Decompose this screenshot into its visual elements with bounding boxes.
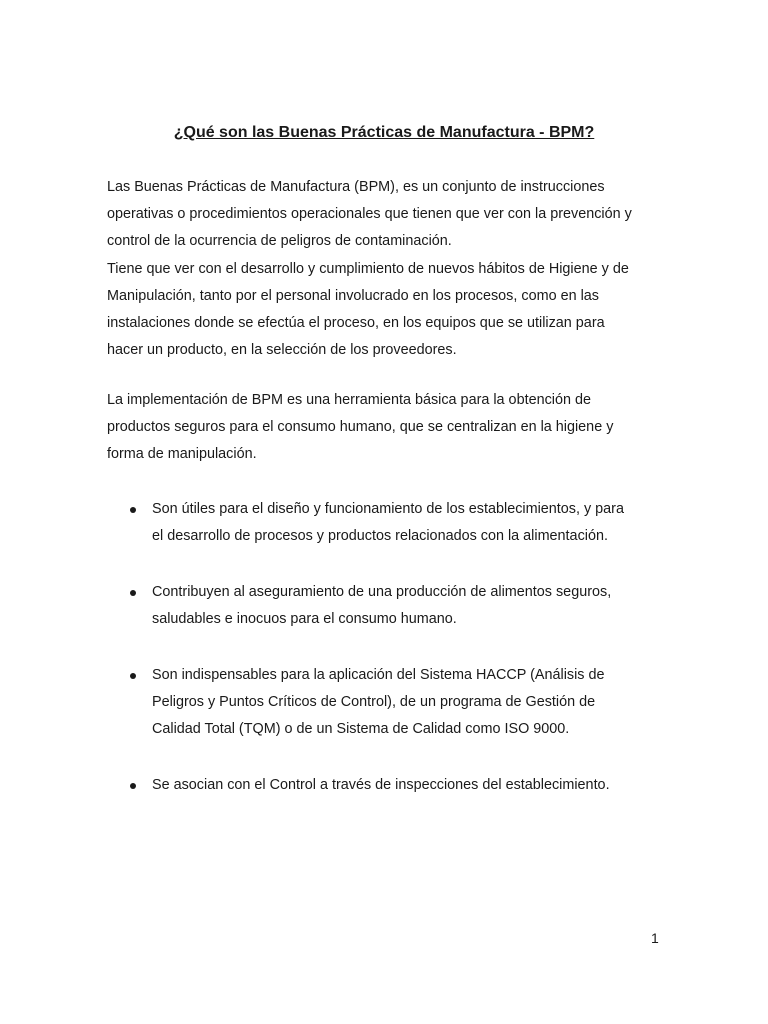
text-line: Las Buenas Prácticas de Manufactura (BPM), es un conjunto de instrucciones xyxy=(107,179,605,195)
bullet-item xyxy=(107,662,667,743)
page-number: 1 xyxy=(651,930,659,946)
text-line: Tiene que ver con el desarrollo y cumplimiento de nuevos hábitos de Higiene y de xyxy=(107,261,629,277)
bullet-item xyxy=(107,772,667,799)
document-title: ¿Qué son las Buenas Prácticas de Manufactura - BPM? xyxy=(173,124,595,141)
bullet-dot-icon xyxy=(130,590,136,596)
text-line: control de la ocurrencia de peligros de contaminación. xyxy=(107,233,452,249)
text-line: instalaciones donde se efectúa el proceso, en los equipos que se utilizan para xyxy=(107,315,605,331)
text-line: Contribuyen al aseguramiento de una producción de alimentos seguros, xyxy=(152,584,612,600)
bullet-item xyxy=(107,579,667,633)
bullet-dot-icon xyxy=(130,783,136,789)
bullet-list xyxy=(107,496,667,828)
text-line: Manipulación, tanto por el personal involucrado en los procesos, como en las xyxy=(107,288,599,304)
text-line: La implementación de BPM es una herramienta básica para la obtención de xyxy=(107,392,591,408)
bullet-dot-icon xyxy=(130,673,136,679)
text-line: Se asocian con el Control a través de inspecciones del establecimiento. xyxy=(152,777,610,793)
text-line: hacer un producto, en la selección de los proveedores. xyxy=(107,342,457,358)
text-line: Peligros y Puntos Críticos de Control), de un programa de Gestión de xyxy=(152,694,596,710)
text-line: operativas o procedimientos operacionales que tienen que ver con la prevención y xyxy=(107,206,632,222)
text-line: Son indispensables para la aplicación del Sistema HACCP (Análisis de xyxy=(152,667,605,683)
text-line: Son útiles para el diseño y funcionamiento de los establecimientos, y para xyxy=(152,501,624,517)
bullet-dot-icon xyxy=(130,507,136,513)
text-line: Calidad Total (TQM) o de un Sistema de Calidad como ISO 9000. xyxy=(152,721,570,737)
text-line: el desarrollo de procesos y productos relacionados con la alimentación. xyxy=(152,528,608,544)
text-line: forma de manipulación. xyxy=(107,446,257,462)
paragraph-bpm-implementation xyxy=(107,387,667,468)
text-line: productos seguros para el consumo humano, que se centralizan en la higiene y xyxy=(107,419,614,435)
paragraph-bpm-definition xyxy=(107,174,667,255)
paragraph-hygiene-habits xyxy=(107,256,667,364)
text-line: saludables e inocuos para el consumo humano. xyxy=(152,611,457,627)
bullet-item xyxy=(107,496,667,550)
